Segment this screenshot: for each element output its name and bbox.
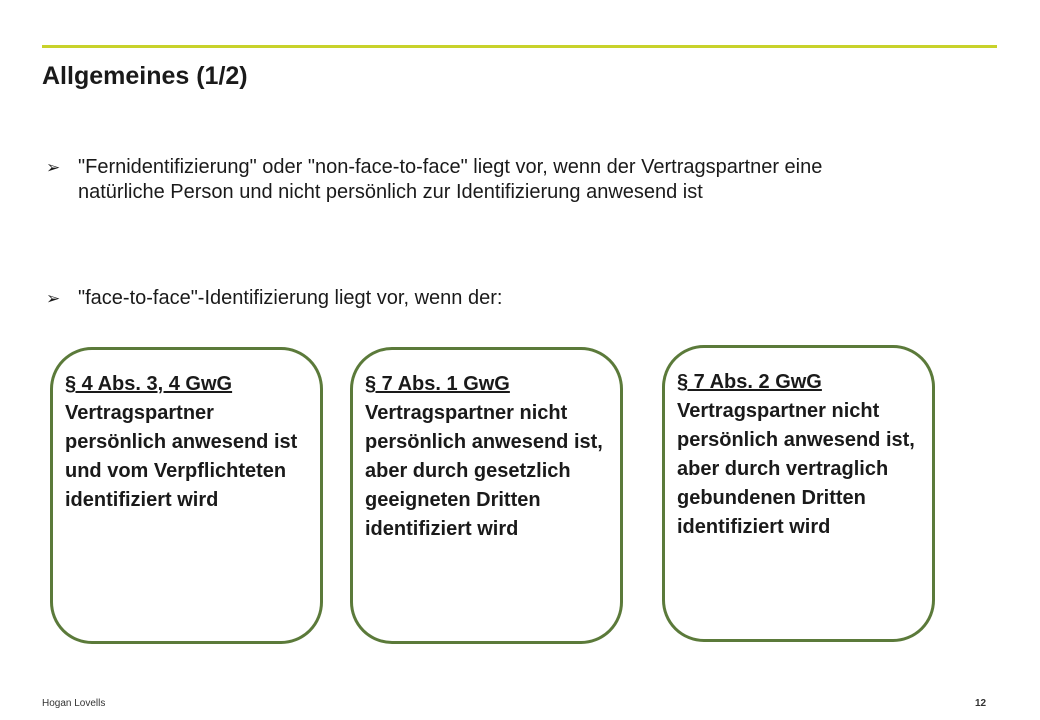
bullet-text: "Fernidentifizierung" oder "non-face-to-face" liegt vor, wenn der Vertragspartner eine natürliche Person und nicht persönlich zur Identifizierung anwesend ist — [78, 156, 823, 203]
bullet-text: "face-to-face"-Identifizierung liegt vor, wenn der: — [78, 287, 503, 309]
bullet-item-face-to-face — [46, 286, 846, 311]
case-box-section-4 — [50, 347, 323, 644]
arrow-bullet-icon: ➢ — [46, 158, 61, 177]
case-box-body: Vertragspartner nicht persönlich anwesend ist, aber durch vertraglich gebundenen Dritten identifiziert wird — [677, 400, 915, 538]
footer-page-number: 12 — [975, 698, 987, 709]
page-title: Allgemeines (1/2) — [42, 62, 248, 90]
case-box-section-7-1 — [350, 347, 623, 644]
footer-company: Hogan Lovells — [42, 698, 106, 709]
top-accent-rule — [42, 45, 997, 48]
case-box-heading: § 7 Abs. 2 GwG — [677, 371, 822, 393]
bullet-item-remote-identification — [46, 155, 846, 205]
case-box-body: Vertragspartner nicht persönlich anwesend ist, aber durch gesetzlich geeigneten Dritten identifiziert wird — [365, 402, 603, 540]
case-box-heading: § 4 Abs. 3, 4 GwG — [65, 373, 233, 395]
arrow-bullet-icon: ➢ — [46, 289, 61, 308]
case-box-section-7-2 — [662, 345, 935, 642]
case-box-heading: § 7 Abs. 1 GwG — [365, 373, 510, 395]
case-box-body: Vertragspartner persönlich anwesend ist und vom Verpflichteten identifiziert wird — [65, 402, 298, 511]
